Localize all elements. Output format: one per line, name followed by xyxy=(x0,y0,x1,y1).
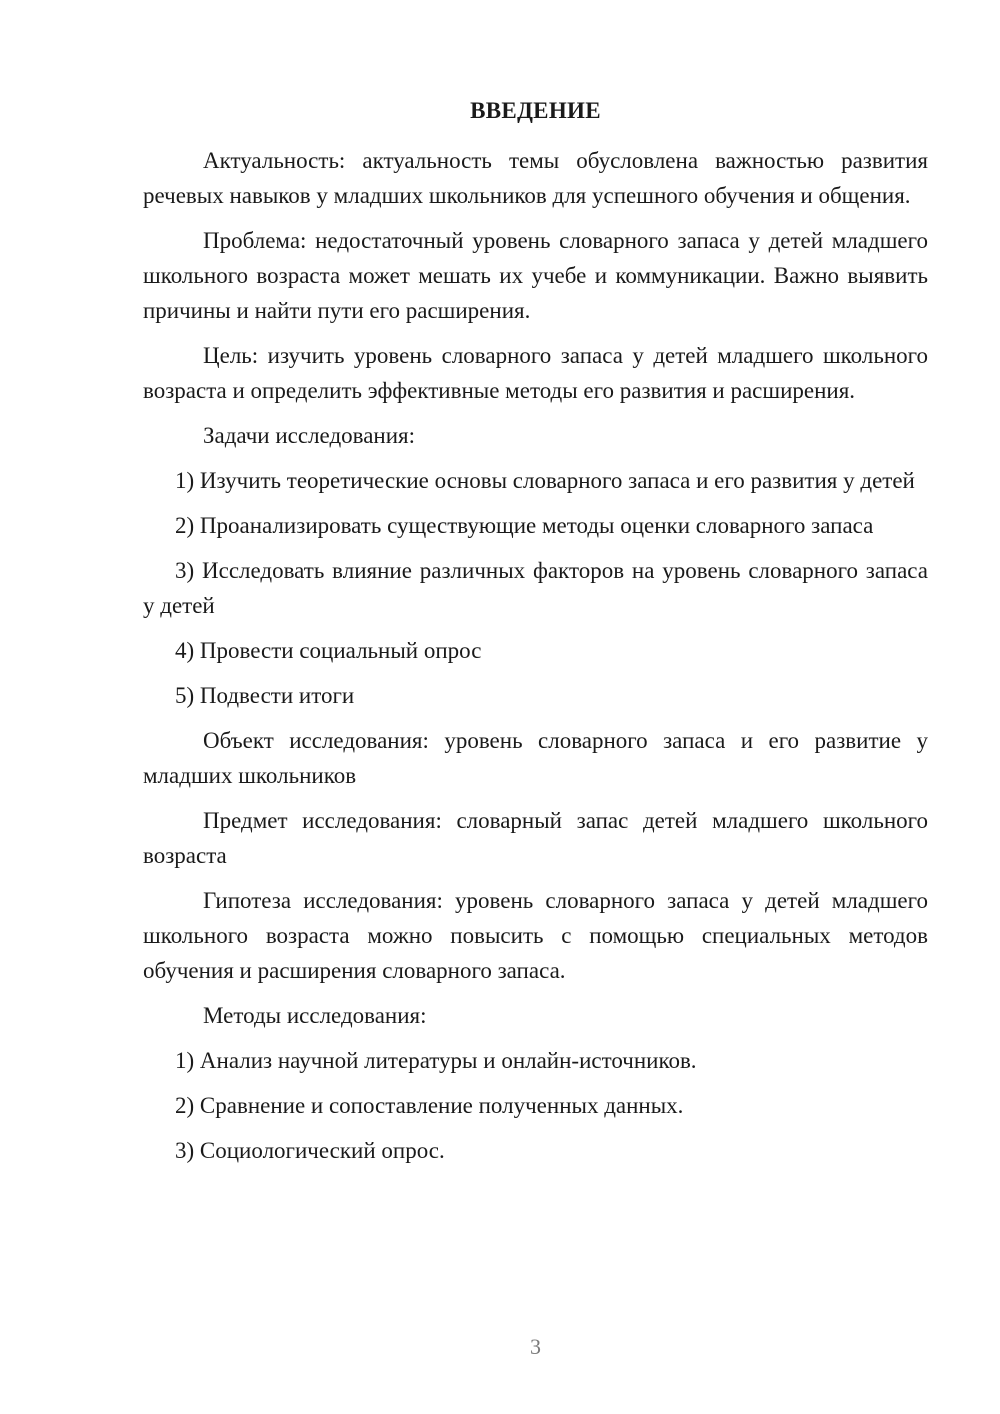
task-item: 5) Подвести итоги xyxy=(175,683,355,708)
task-item: 4) Провести социальный опрос xyxy=(175,638,482,663)
paragraph-goal: Цель: изучить уровень словарного запаса у детей младшего школьного возраста и определить эффективные методы его развития и расширения. xyxy=(143,343,928,403)
method-item: 3) Социологический опрос. xyxy=(175,1138,445,1163)
paragraph-methods-title: Методы исследования: xyxy=(203,1003,427,1028)
paragraph-problem: Проблема: недостаточный уровень словарного запаса у детей младшего школьного возраста может мешать их учебе и коммуникации. Важно выявить причины и найти пути его расширения. xyxy=(143,228,928,323)
body-text xyxy=(143,143,928,1178)
paragraph-relevance: Актуальность: актуальность темы обусловлена важностью развития речевых навыков у младших школьников для успешного обучения и общения. xyxy=(143,148,928,208)
task-item: 1) Изучить теоретические основы словарного запаса и его развития у детей xyxy=(175,468,915,493)
paragraph-object: Объект исследования: уровень словарного запаса и его развитие у младших школьников xyxy=(143,728,928,788)
section-heading: ВВЕДЕНИЕ xyxy=(470,98,601,123)
page-number: 3 xyxy=(530,1334,541,1359)
paragraph-hypothesis: Гипотеза исследования: уровень словарного запаса у детей младшего школьного возраста можно повысить с помощью специальных методов обучения и расширения словарного запаса. xyxy=(143,888,928,983)
method-item: 2) Сравнение и сопоставление полученных данных. xyxy=(175,1093,684,1118)
task-item: 3) Исследовать влияние различных факторов на уровень словарного запаса у детей xyxy=(143,558,928,618)
paragraph-tasks-title: Задачи исследования: xyxy=(203,423,416,448)
paragraph-subject: Предмет исследования: словарный запас детей младшего школьного возраста xyxy=(143,808,928,868)
task-item: 2) Проанализировать существующие методы оценки словарного запаса xyxy=(175,513,874,538)
method-item: 1) Анализ научной литературы и онлайн-источников. xyxy=(175,1048,697,1073)
